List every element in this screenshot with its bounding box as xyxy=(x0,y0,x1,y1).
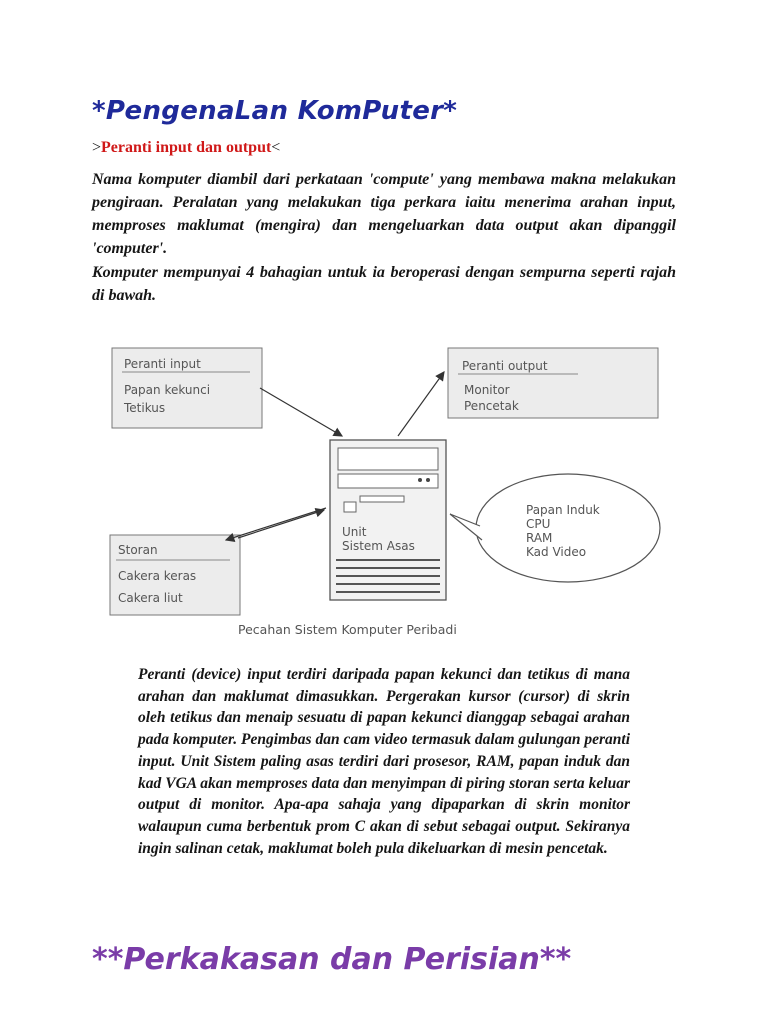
bubble-item: RAM xyxy=(526,531,553,545)
input-box-item: Papan kekunci xyxy=(124,383,211,397)
system-unit-label: Unit xyxy=(342,525,367,539)
output-box-item: Pencetak xyxy=(464,399,519,413)
output-box-title: Peranti output xyxy=(462,359,548,373)
system-unit-label: Sistem Asas xyxy=(342,539,415,553)
subheading-close: < xyxy=(271,139,281,156)
storage-box-title: Storan xyxy=(118,543,158,557)
arrow-input-to-unit xyxy=(260,388,342,436)
paragraph-intro: Nama komputer diambil dari perkataan 'compute' yang membawa makna melakukan pengiraan. Peralatan yang melakukan tiga perkara iaitu menerima arahan input, memproses maklumat (mengira) dan mengeluarkan data output akan dipanggil 'computer'. xyxy=(92,171,676,257)
input-device-box xyxy=(112,348,262,428)
output-box-item: Monitor xyxy=(464,383,510,397)
section-heading: **Perkakasan dan Perisian** xyxy=(92,942,572,977)
input-box-title: Peranti input xyxy=(124,357,201,371)
subheading-text: Peranti input dan output xyxy=(101,139,272,156)
storage-box-item: Cakera keras xyxy=(118,569,197,583)
subheading-open: > xyxy=(92,139,102,156)
storage-box-item: Cakera liut xyxy=(118,591,183,605)
page-title: *PengenaLan KomPuter* xyxy=(92,96,458,126)
computer-system-diagram xyxy=(98,330,678,642)
bubble-item: CPU xyxy=(526,517,551,531)
bubble-item: Kad Video xyxy=(526,545,587,559)
paragraph-parts: Komputer mempunyai 4 bahagian untuk ia beroperasi dengan sempurna seperti rajah di bawah. xyxy=(92,264,676,304)
paragraph-explanation: Peranti (device) input terdiri daripada papan kekunci dan tetikus di mana arahan dan maklumat dimasukkan. Pergerakan kursor (cursor) di skrin oleh tetikus dan menaip sesuatu di papan kekunci dianggap sebagai arahan pada komputer. Pengimbas dan cam video termasuk dalam gulungan peranti input. Unit Sistem paling asas terdiri dari prosesor, RAM, papan induk dan kad VGA akan memproses data dan menyimpan di piring storan serta keluar output di monitor. Apa-apa sahaja yang dipaparkan di skrin monitor walaupun cuma berbentuk prom C akan di sebut sebagai output. Sekiranya ingin salinan cetak, maklumat boleh pula dikeluarkan di mesin pencetak. xyxy=(138,666,630,857)
component-bubble xyxy=(450,474,660,582)
subheading xyxy=(92,139,280,157)
arrow-storage-link xyxy=(238,510,324,538)
bubble-item: Papan Induk xyxy=(526,503,600,517)
input-box-item: Tetikus xyxy=(124,401,166,415)
diagram-caption: Pecahan Sistem Komputer Peribadi xyxy=(238,622,457,637)
storage-box xyxy=(110,535,240,615)
output-device-box xyxy=(448,348,658,418)
arrow-storage-link xyxy=(226,508,326,540)
arrow-unit-to-output xyxy=(398,372,444,436)
system-unit-tower xyxy=(330,440,446,600)
